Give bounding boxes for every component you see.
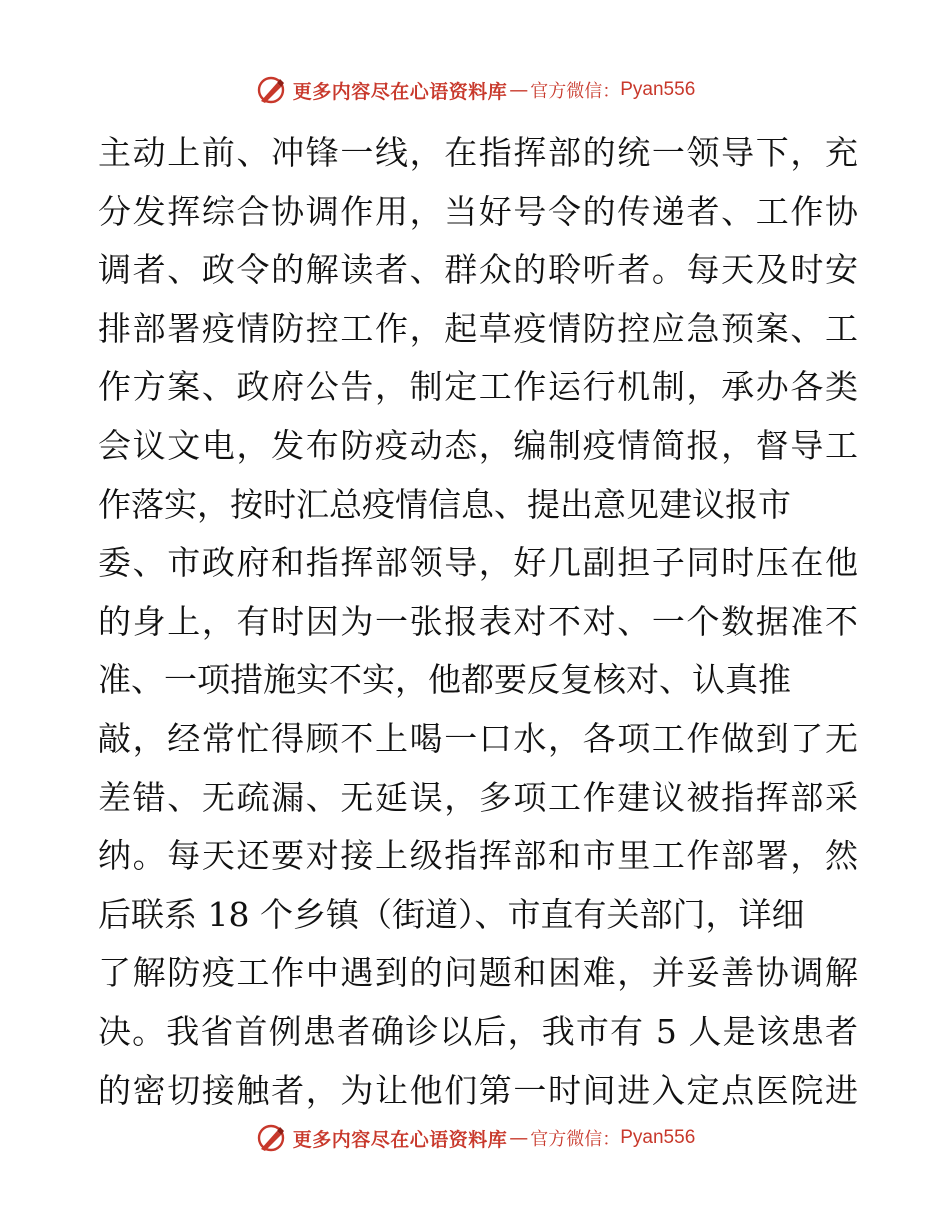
text-line: 委、市政府和指挥部领导，好几副担子同时压在他 [98, 543, 858, 583]
text-line: 作落实，按时汇总疫情信息、提出意见建议报市 [98, 484, 791, 524]
banner-dash: — [509, 79, 529, 101]
banner-wechat-label: 官方微信： [530, 1129, 621, 1150]
banner-brand-text: 更多内容尽在心语资料库 [292, 1128, 508, 1151]
banner-wechat-id: Pyan556 [620, 1127, 696, 1148]
document-body [98, 124, 858, 1120]
text-line: 后联系 18 个乡镇（街道）、市直有关部门，详细 [98, 894, 805, 934]
header-banner [0, 70, 950, 110]
text-line: 排部署疫情防控工作，起草疫情防控应急预案、工 [98, 308, 858, 348]
banner-brand-text: 更多内容尽在心语资料库 [292, 80, 508, 103]
text-line: 了解防疫工作中遇到的问题和困难，并妥善协调解 [98, 953, 858, 993]
text-line: 纳。每天还要对接上级指挥部和市里工作部署，然 [98, 836, 858, 876]
footer-banner [0, 1118, 950, 1158]
text-line: 差错、无疏漏、无延误，多项工作建议被指挥部采 [98, 777, 858, 817]
text-line: 准、一项措施实不实，他都要反复核对、认真推 [98, 660, 791, 700]
text-line: 主动上前、冲锋一线，在指挥部的统一领导下，充 [98, 133, 858, 172]
banner-dash: — [509, 1127, 529, 1149]
banner-wechat-label: 官方微信： [530, 81, 621, 102]
banner-wechat-id: Pyan556 [620, 79, 696, 100]
text-line: 敲，经常忙得顾不上喝一口水，各项工作做到了无 [98, 718, 858, 758]
text-line: 作方案、政府公告，制定工作运行机制，承办各类 [98, 367, 858, 407]
text-line: 的密切接触者，为让他们第一时间进入定点医院进 [98, 1070, 858, 1110]
text-line: 分发挥综合协调作用，当好号令的传递者、工作协 [98, 191, 858, 231]
pen-circle-logo-icon [255, 1122, 287, 1154]
text-line: 决。我省首例患者确诊以后，我市有 5 人是该患者 [98, 1011, 858, 1051]
pen-circle-logo-icon [255, 74, 287, 106]
text-line: 的身上，有时因为一张报表对不对、一个数据准不 [98, 601, 858, 641]
text-line: 调者、政令的解读者、群众的聆听者。每天及时安 [98, 250, 858, 290]
text-line: 会议文电，发布防疫动态，编制疫情简报，督导工 [98, 425, 858, 465]
